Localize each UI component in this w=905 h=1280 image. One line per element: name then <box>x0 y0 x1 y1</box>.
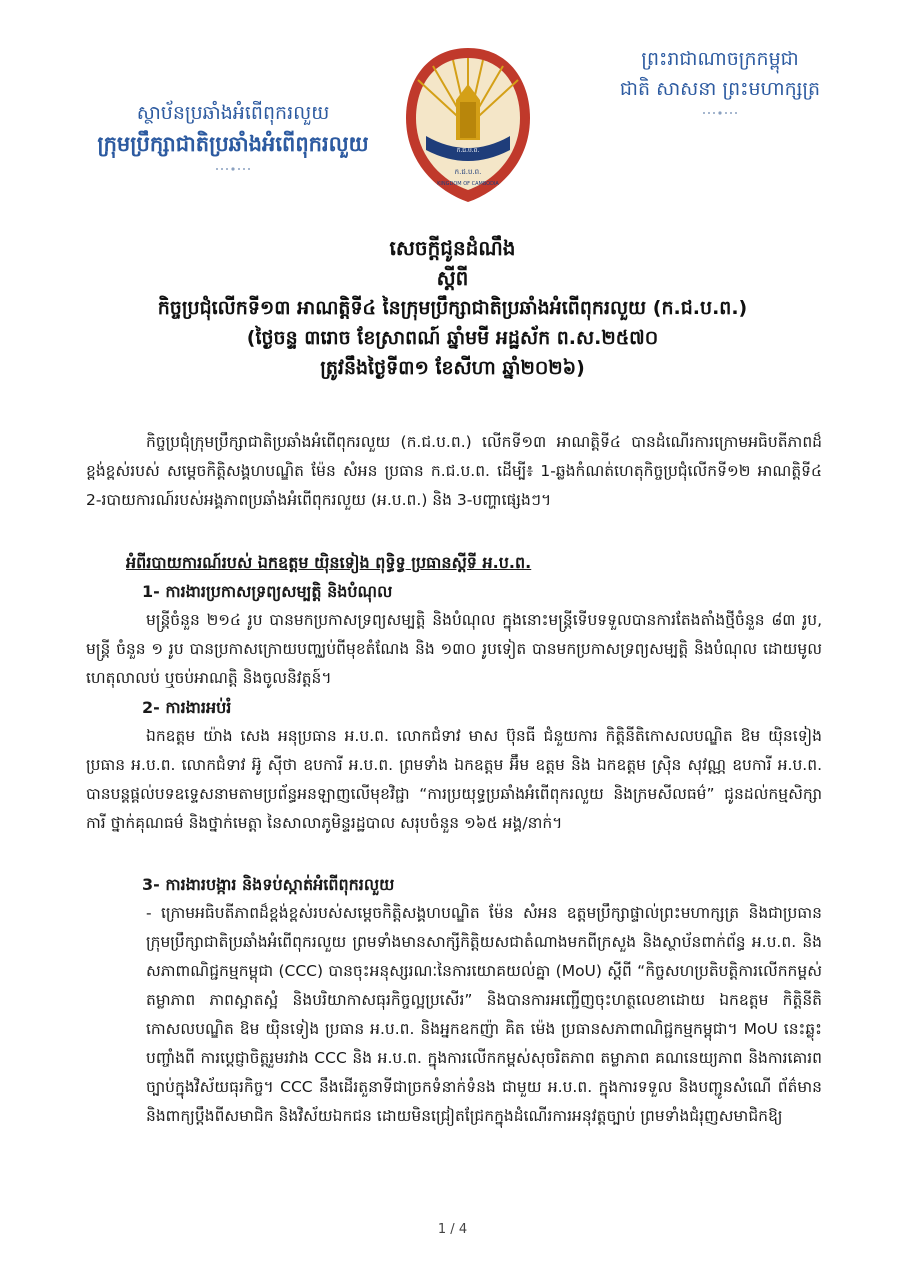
national-motto: ជាតិ សាសនា ព្រះមហាក្សត្រ <box>619 78 821 100</box>
meeting-title: កិច្ចប្រជុំលើកទី១៣ អាណត្តិទី៤ នៃក្រុមប្រឹក្សាជាតិប្រឆាំងអំពើពុករលួយ (ក.ជ.ប.ព.) <box>157 297 748 319</box>
heading-prevention: 3- ការងារបង្ការ និងទប់ស្កាត់អំពើពុករលួយ <box>142 875 395 894</box>
acu-emblem-icon <box>398 40 538 210</box>
council-name: ក្រុមប្រឹក្សាជាតិប្រឆាំងអំពើពុករលួយ <box>97 132 369 156</box>
asset-declaration-paragraph: មន្ត្រីចំនួន ២១៤ រូប បានមកប្រកាសទ្រព្យសម្បត្តិ និងបំណុល ក្នុងនោះមន្ត្រីទើបទទួលបានការតែងតាំងថ្មីចំនួន ៨៣ រូប, មន្ត្រី ចំនួន ១ រូប បានប្រកាសក្រោយបញ្ឈប់ពីមុខតំណែង និង ១៣០ រូបទៀត បានមកប្រកាសទ្រព្យសម្បត្តិ និងបំណុល ដោយមូលហេតុលាលប់ ឬចប់អាណត្តិ និងចូលនិវត្តន៍។ <box>86 611 822 687</box>
institution-header <box>88 98 378 172</box>
document-title: សេចក្តីជូនដំណឹង <box>389 236 516 260</box>
kingdom-name: ព្រះរាជាណាចក្រកម្ពុជា <box>641 48 799 70</box>
meeting-lunar-date: (ថ្ងៃចន្ទ ៣រោច ខែស្រាពណ៍ ឆ្នាំមមី អដ្ឋស័ក ព.ស.២៥៧០ <box>246 327 659 349</box>
heading-education: 2- ការងារអប់រំ <box>142 698 232 717</box>
page-number: 1 / 4 <box>437 1222 468 1237</box>
document-subtitle-about: ស្តីពី <box>436 266 469 290</box>
logo-abbrev-text: ក.ជ.ប.ព. <box>454 168 482 176</box>
logo-country-text: KINGDOM OF CAMBODIA <box>437 181 499 187</box>
section-heading: អំពីរបាយការណ៍របស់ ឯកឧត្តម យ៉ិនទៀង ពុទ្ធិទ្វ ប្រធានស្តីទី អ.ប.ព. <box>126 553 532 572</box>
ornament-icon <box>213 166 253 172</box>
document-title-block <box>0 233 905 383</box>
education-paragraph: ឯកឧត្តម យ៉ាង សេង អនុប្រធាន អ.ប.ព. លោកជំទាវ មាស ប៊ុនធី ជំនួយការ កិត្តិនីតិកោសលបណ្ឌិត ឱម យ៉ិនទៀង ប្រធាន អ.ប.ព. លោកជំទាវ អ៊ូ ស៊ីថា ឧបការី អ.ប.ព. ព្រមទាំង ឯកឧត្តម អ៊ឹម ឧត្តម និង ឯកឧត្តម ស្រ៊ិន សុវណ្ណ ឧបការី អ.ប.ព. បានបន្តផ្តល់បទឧទ្ទេសនាមតាមប្រព័ន្ធអនឡាញលើមុខវិជ្ជា “ការប្រយុទ្ធប្រឆាំងអំពើពុករលួយ និងក្រមសីលធម៌” ជូនដល់កម្មសិក្សាការី ថ្នាក់គុណធម៌ និងថ្នាក់មេត្តា នៃសាលាភូមិន្ទរដ្ឋបាល សរុបចំនួន ១៦៥ អង្គ/នាក់។ <box>86 727 822 832</box>
ornament-icon <box>700 110 740 116</box>
institution-name: ស្ថាប័នប្រឆាំងអំពើពុករលួយ <box>136 102 330 124</box>
logo-band-text: ក.ជ.ប.ព. <box>456 147 480 154</box>
prevention-paragraph: - ក្រោមអធិបតីភាពដ៏ខ្ពង់ខ្ពស់របស់សម្តេចកិត្តិសង្គហបណ្ឌិត ម៉ែន សំអន ឧត្តមប្រឹក្សាផ្ទាល់ព្រះមហាក្សត្រ និងជាប្រធានក្រុមប្រឹក្សាជាតិប្រឆាំងអំពើពុករលួយ ព្រមទាំងមានសាក្សីកិត្តិយសជាតំណាងមកពីក្រសួង និងស្ថាប័នពាក់ព័ន្ធ អ.ប.ព. និងសភាពាណិជ្ជកម្មកម្ពុជា (CCC) បានចុះអនុស្សរណៈនៃការយោគយល់គ្នា (MoU) ស្តីពី “កិច្ចសហប្រតិបត្តិការលើកកម្ពស់តម្លាភាព ភាពស្អាតស្អំ និងបរិយាកាសធុរកិច្ចល្អប្រសើរ” និងបានការអញ្ជើញចុះហត្ថលេខាដោយ ឯកឧត្តម កិត្តិនីតិកោសលបណ្ឌិត ឱម យ៉ិនទៀង ប្រធាន អ.ប.ព. និងអ្នកឧកញ៉ា គិត ម៉េង ប្រធានសភាពាណិជ្ជកម្មកម្ពុជា។ MoU នេះឆ្លុះបញ្ចាំងពី ការប្តេជ្ញាចិត្តរួមរវាង CCC និង អ.ប.ព. ក្នុងការលើកកម្ពស់សុចរិតភាព តម្លាភាព គណនេយ្យភាព និងការគោរពច្បាប់ក្នុងវិស័យធុរកិច្ច។ CCC នឹងដើរតួនាទីជាច្រកទំនាក់ទំនង ជាមួយ អ.ប.ព. ក្នុងការទទួល និងបញ្ជូនសំណើ ព័ត៌មាន និងពាក្យប្តឹងពីសមាជិក និងវិស័យឯកជន ដោយមិនជ្រៀតជ្រែកក្នុងដំណើរការអនុវត្តច្បាប់ ព្រមទាំងជំរុញសមាជិកឱ្យ <box>146 904 822 1125</box>
meeting-solar-date: ត្រូវនឹងថ្ងៃទី៣១ ខែសីហា ឆ្នាំ២០២៦) <box>320 357 585 379</box>
kingdom-header <box>585 44 855 116</box>
heading-asset-declaration: 1- ការងារប្រកាសទ្រព្យសម្បត្តិ និងបំណុល <box>142 582 393 601</box>
intro-paragraph: កិច្ចប្រជុំក្រុមប្រឹក្សាជាតិប្រឆាំងអំពើពុករលួយ (ក.ជ.ប.ព.) លើកទី១៣ អាណត្តិទី៤ បានដំណើរការក្រោមអធិបតីភាពដ៏ខ្ពង់ខ្ពស់របស់ សម្តេចកិត្តិសង្គហបណ្ឌិត ម៉ែន សំអន ប្រធាន ក.ជ.ប.ព. ដើម្បី៖ 1-ឆ្លងកំណត់ហេតុកិច្ចប្រជុំលើកទី១២ អាណត្តិទី៤ 2-របាយការណ៍របស់អង្គភាពប្រឆាំងអំពើពុករលួយ (អ.ប.ព.) និង 3-បញ្ហាផ្សេងៗ។ <box>86 433 822 509</box>
